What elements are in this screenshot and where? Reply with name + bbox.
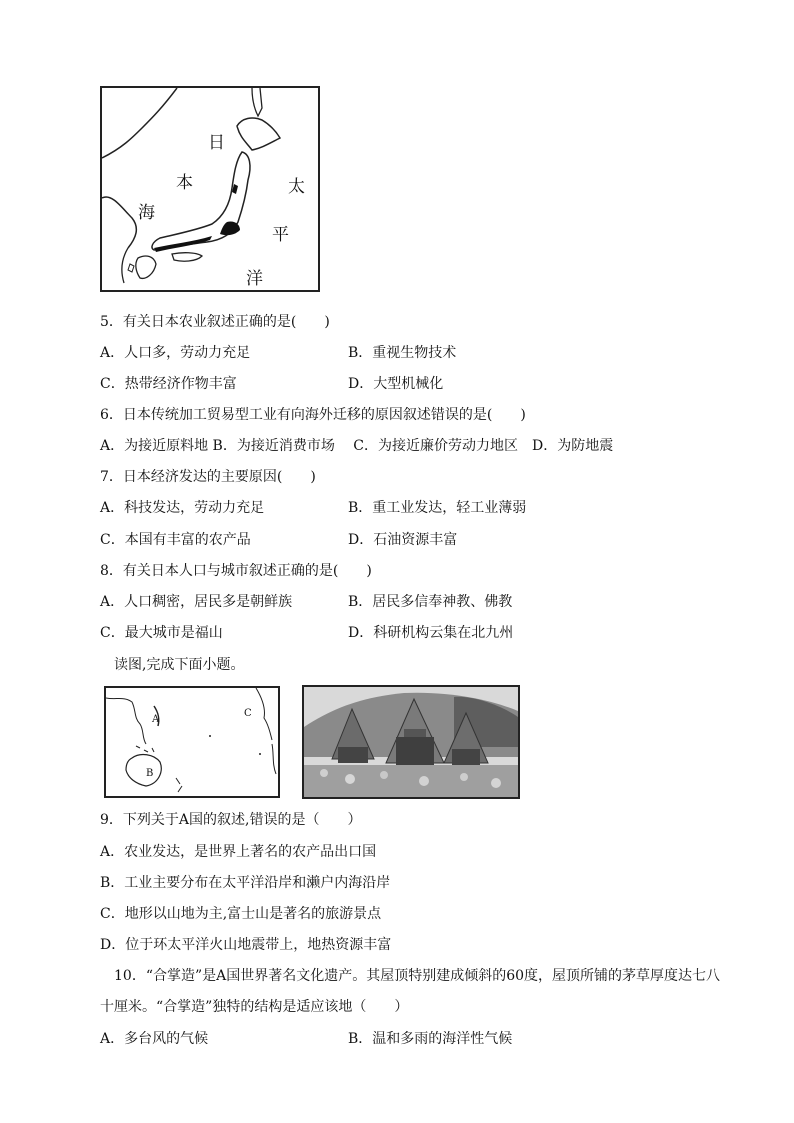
pacific-label-c: C — [244, 708, 252, 719]
q8-option-d: D．科研机构云集在北九州 — [348, 625, 514, 641]
q9-option-a: A．农业发达，是世界上著名的农产品出口国 — [100, 844, 377, 860]
q9-option-d: D．位于环太平洋火山地震带上，地热资源丰富 — [100, 937, 392, 953]
map-label-tai: 太 — [288, 177, 305, 197]
pacific-map — [104, 686, 280, 798]
q8-option-b: B．居民多信奉神教、佛教 — [348, 594, 513, 610]
q8-option-c: C．最大城市是福山 — [100, 625, 223, 641]
q5-option-c: C．热带经济作物丰富 — [100, 376, 237, 392]
japan-map — [100, 86, 320, 292]
q7-option-b: B．重工业发达，轻工业薄弱 — [348, 500, 527, 516]
q7-option-a: A．科技发达，劳动力充足 — [100, 500, 265, 516]
q9-stem: 9．下列关于A国的叙述,错误的是（ ） — [100, 812, 362, 828]
q10-option-b: B．温和多雨的海洋性气候 — [348, 1031, 513, 1047]
q8-option-a: A．人口稠密，居民多是朝鲜族 — [100, 594, 293, 610]
q9-option-c: C．地形以山地为主,富士山是著名的旅游景点 — [100, 906, 382, 922]
pacific-label-b: B — [146, 768, 154, 779]
q5-option-a: A．人口多，劳动力充足 — [100, 345, 251, 361]
gassho-house-photo — [302, 685, 520, 799]
q7-stem: 7．日本经济发达的主要原因( ) — [100, 469, 316, 485]
q5-option-b: B．重视生物技术 — [348, 345, 457, 361]
q5-option-d: D．大型机械化 — [348, 376, 444, 392]
q8-stem: 8．有关日本人口与城市叙述正确的是( ) — [100, 563, 372, 579]
q9-option-b: B．工业主要分布在太平洋沿岸和濑户内海沿岸 — [100, 875, 391, 891]
map-label-ping: 平 — [272, 225, 289, 245]
pacific-map-drawing — [106, 688, 278, 796]
gassho-house-picture — [304, 687, 518, 797]
q10-option-a: A．多台风的气候 — [100, 1031, 209, 1047]
q10-stem-line1: 10．“合掌造”是A国世界著名文化遗产。其屋顶特别建成倾斜的60度，屋顶所铺的茅草厚度达七八 — [114, 968, 721, 984]
q7-option-c: C．本国有丰富的农产品 — [100, 532, 251, 548]
q6-options: A．为接近原料地 B．为接近消费市场 C．为接近廉价劳动力地区 D．为防地震 — [100, 438, 614, 454]
section-intro: 读图,完成下面小题。 — [114, 657, 245, 673]
map-label-hai: 海 — [138, 203, 155, 223]
map-label-yang: 洋 — [246, 269, 263, 289]
q6-stem: 6．日本传统加工贸易型工业有向海外迁移的原因叙述错误的是( ) — [100, 407, 526, 423]
map-label-ri: 日 — [208, 133, 225, 153]
pacific-label-a: A — [152, 714, 160, 725]
q10-stem-line2: 十厘米。“合掌造”独特的结构是适应该地（ ） — [100, 999, 409, 1015]
q5-stem: 5．有关日本农业叙述正确的是( ) — [100, 314, 330, 330]
q7-option-d: D．石油资源丰富 — [348, 532, 458, 548]
japan-map-drawing — [102, 88, 318, 290]
map-label-ben: 本 — [176, 173, 193, 193]
